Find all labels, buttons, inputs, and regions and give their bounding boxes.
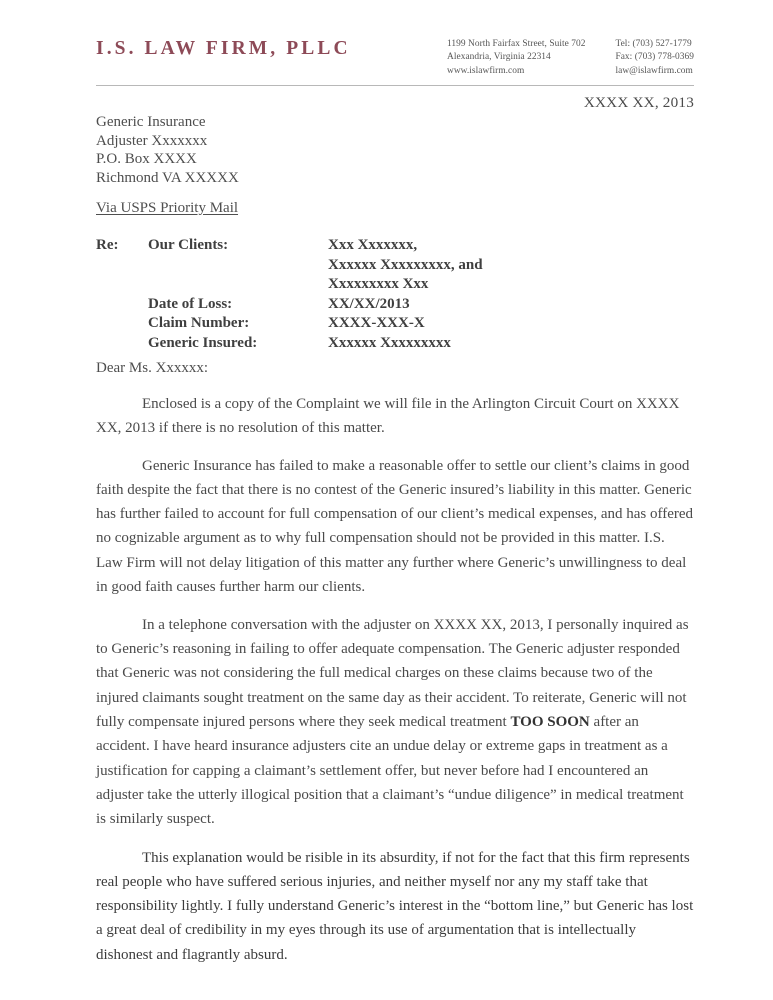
firm-fax: Fax: (703) 778-0369 xyxy=(615,52,694,63)
firm-website: www.islawfirm.com xyxy=(447,65,525,76)
letterhead-divider xyxy=(96,85,694,86)
firm-name: I.S. LAW FIRM, PLLC xyxy=(96,38,351,59)
body-emphasis-too-soon: TOO SOON xyxy=(510,714,590,731)
recipient-po-box: P.O. Box XXXX xyxy=(96,151,197,168)
recipient-adjuster: Adjuster Xxxxxxx xyxy=(96,132,208,149)
re-value-client-1: Xxx Xxxxxxx, xyxy=(328,237,418,253)
letterhead-contact-block xyxy=(447,34,694,78)
re-tag-spacer xyxy=(96,275,148,295)
re-value-claim-number: XXXX-XXX-X xyxy=(328,315,425,332)
re-label-date-of-loss: Date of Loss: xyxy=(148,295,233,312)
delivery-method-line: Via USPS Priority Mail xyxy=(96,200,239,216)
re-row xyxy=(96,334,483,354)
re-tag-spacer xyxy=(96,314,148,334)
letter-body xyxy=(96,392,694,981)
re-row xyxy=(96,295,483,315)
re-label-our-clients: Our Clients: xyxy=(148,237,229,253)
body-paragraph-4: This explanation would be risible in its absurdity, if not for the fact that this firm represents real people who have suffered serious injuries, and neither myself nor any my staff take that responsibility lightly. I fully understand Generic’s interest in the “bottom line,” but Generic has lost a great deal of credibility in my eyes through its use of argumentation that is intellectually dishonest and flagrantly absurd. xyxy=(96,849,694,963)
re-label-spacer xyxy=(148,275,328,295)
re-row xyxy=(96,236,483,256)
recipient-address-block xyxy=(96,113,239,187)
firm-address-line2: Alexandria, Virginia 22314 xyxy=(447,52,551,63)
letterhead xyxy=(96,34,694,78)
firm-email: law@islawfirm.com xyxy=(615,65,693,76)
body-paragraph-3-part-1: In a telephone conversation with the adjuster on XXXX XX, 2013, I personally inquired as to Generic’s reasoning in failing to offer adequate compensation. The Generic adjuster responded that Generic was not considering the full medical charges on these claims because two of the injured claimants sought treatment on the same day as their accident. To reiterate, Generic will not fully compensate injured persons where they seek medical treatment xyxy=(96,616,689,731)
firm-contact xyxy=(615,38,694,78)
re-tag-spacer xyxy=(96,334,148,354)
firm-address xyxy=(447,38,585,78)
re-row xyxy=(96,314,483,334)
re-value-generic-insured: Xxxxxx Xxxxxxxxx xyxy=(328,334,451,351)
salutation: Dear Ms. Xxxxxx: xyxy=(96,360,209,376)
re-tag-spacer xyxy=(96,256,148,276)
re-tag-spacer xyxy=(96,295,148,315)
re-row xyxy=(96,256,483,276)
re-value-date-of-loss: XX/XX/2013 xyxy=(328,295,410,312)
re-label-generic-insured: Generic Insured: xyxy=(148,334,258,351)
re-value-client-3: Xxxxxxxxx Xxx xyxy=(328,276,429,293)
firm-address-line1: 1199 North Fairfax Street, Suite 702 xyxy=(447,39,586,49)
body-paragraph-1: Enclosed is a copy of the Complaint we will file in the Arlington Circuit Court on XXXX XX, 2013 if there is no resolution of this matter. xyxy=(96,396,680,437)
re-tag: Re: xyxy=(96,237,119,253)
firm-telephone: Tel: (703) 527-1779 xyxy=(615,39,692,49)
recipient-city-state-zip: Richmond VA XXXXX xyxy=(96,169,239,186)
re-label-claim-number: Claim Number: xyxy=(148,315,250,332)
re-label-spacer xyxy=(148,256,328,276)
re-block xyxy=(96,236,483,354)
body-paragraph-2: Generic Insurance has failed to make a reasonable offer to settle our client’s claims in good faith despite the fact that there is no contest of the Generic insured’s liability in this matter. Generic has further failed to account for full compensation of our client’s medical expenses, and has offered no cognizable argument as to why full compensation should not be provided in this matter. I.S. Law Firm will not delay litigation of this matter any further where Generic’s unwillingness to deal in good faith causes further harm our clients. xyxy=(96,457,694,596)
re-row xyxy=(96,275,483,295)
letter-date: XXXX XX, 2013 xyxy=(583,94,694,111)
body-paragraph-3 xyxy=(96,613,694,832)
re-value-client-2: Xxxxxx Xxxxxxxxx, and xyxy=(328,256,483,273)
recipient-company: Generic Insurance xyxy=(96,114,206,130)
body-paragraph-3-part-2: after an accident. I have heard insurance adjusters cite an undue delay or extreme gaps in treatment as a justification for capping a claimant’s settlement offer, but never before had I encountered an adjuster take the utterly illogical position that a claimant’s “undue diligence” in medical treatment is similarly suspect. xyxy=(96,714,684,828)
